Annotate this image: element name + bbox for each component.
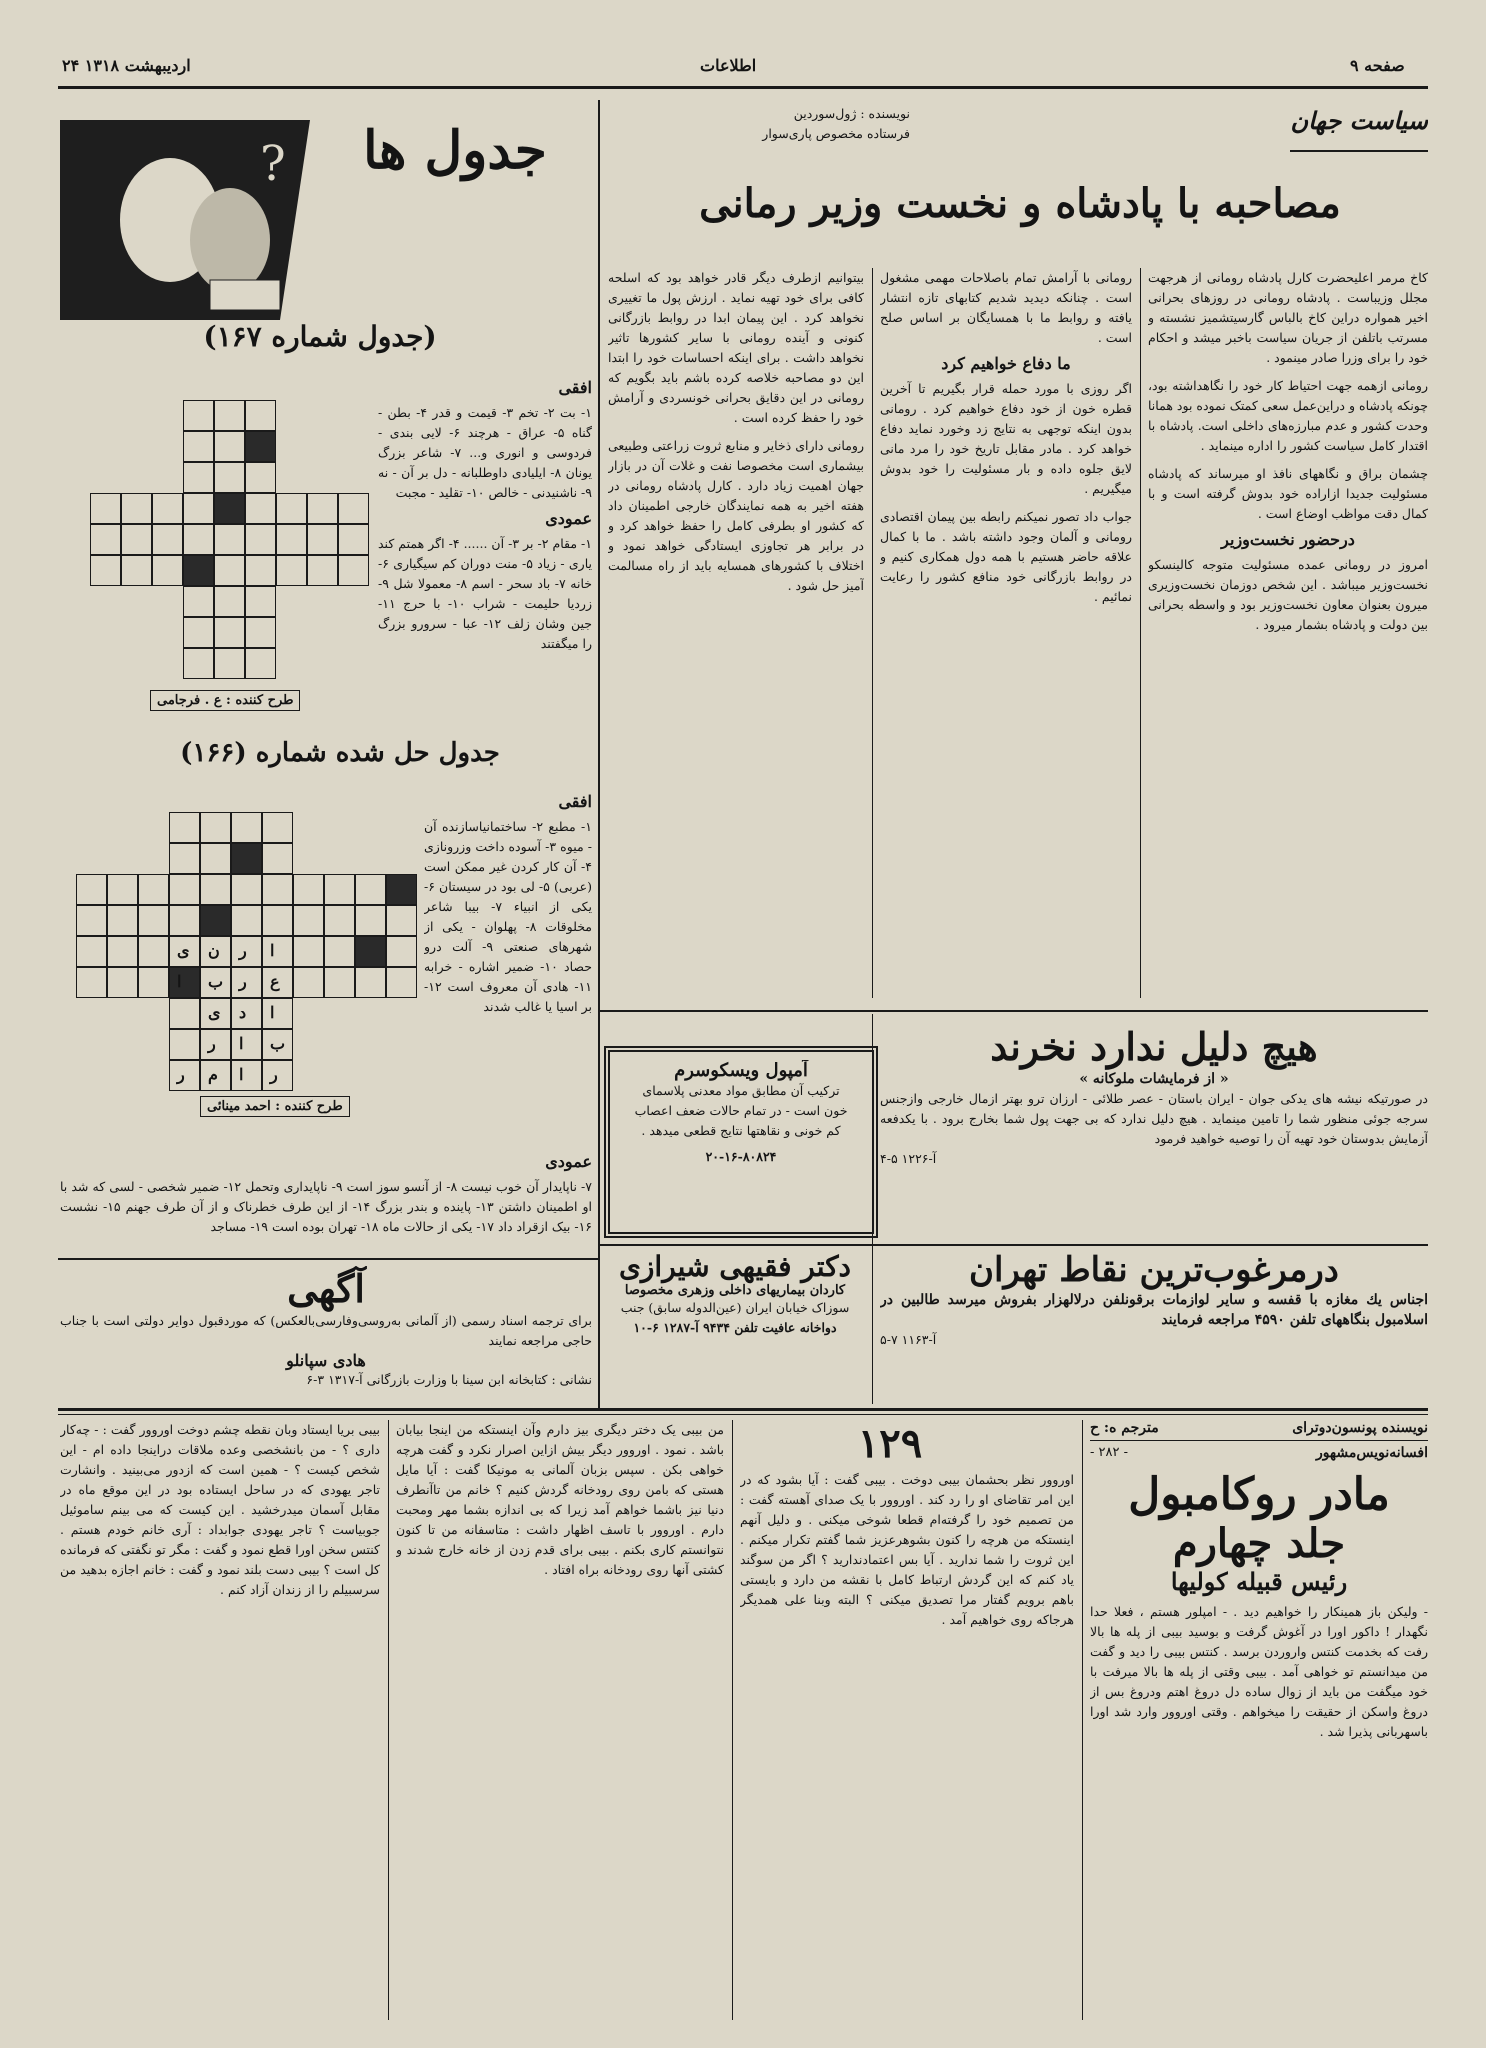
crossword-letter: ر [177, 1065, 185, 1084]
serial-volume: جلد چهارم [1172, 1520, 1346, 1567]
ad-ampoule-phone: ۲۰-۱۶-۸۰۸۲۴ [705, 1149, 777, 1164]
crossword-cell [169, 905, 200, 936]
serial-part-spacer [740, 1420, 1074, 1470]
crossword-letter: ا [270, 1003, 275, 1022]
crossword-cell [138, 936, 169, 967]
serial-label: افسانه‌نویس‌مشهور [1315, 1445, 1428, 1461]
serial-subtitle: رئیس قبیله کولیها [1170, 1567, 1348, 1596]
crossword-cell [262, 936, 293, 967]
crossword-cell [200, 874, 231, 905]
crossword-cell [386, 905, 417, 936]
crossword-cell [138, 905, 169, 936]
serial-top-rule [58, 1408, 1428, 1411]
crossword-letter: ر [208, 1034, 216, 1053]
ad-ampoule-line: ترکیب آن مطابق مواد معدنی پلاسمای [642, 1083, 840, 1098]
crossword-cell [183, 586, 214, 617]
crossword-cell [262, 874, 293, 905]
crossword-cell [183, 493, 214, 524]
crossword-cell [183, 462, 214, 493]
crossword-cell [231, 874, 262, 905]
crossword-cell [231, 1060, 262, 1091]
crossword-cell [169, 967, 200, 998]
ad-ampoule-box [604, 1046, 878, 1238]
serial-title: مادر روکامبول [1128, 1469, 1390, 1520]
crossword-cell [107, 874, 138, 905]
ad-ampoule-line: کم خونی و نقاهتها نتایج قطعی میدهد . [641, 1123, 841, 1138]
crossword-cell [355, 967, 386, 998]
puzzle-illustration-icon [60, 120, 310, 320]
crossword-letter: ا [270, 941, 275, 960]
crossword-cell [214, 400, 245, 431]
article-paragraph: چشمان براق و نگاههای نافذ او میرساند که پادشاه مسئولیت جدیدا ازاراده خود بدوش گرفته است و با کمال دقت مواظب اوضاع است . [1148, 466, 1428, 521]
crossword-cell [107, 967, 138, 998]
puzzle-166-across-heading: افقی [558, 792, 592, 811]
crossword-letter: ا [177, 972, 182, 991]
crossword-cell [276, 524, 307, 555]
article-subheading: ما دفاع خواهیم کرد [941, 354, 1071, 373]
crossword-cell [121, 555, 152, 586]
serial-text: بیبی بریا ایستاد وبان نقطه چشم دوخت اوروور گفت : - چه‌کار داری ؟ - من بانشخصی وعده ملاقات دراینجا داده ام - این شخص کیست ؟ - همین است که ازدور می‌بینید . وانشارت تاجر یهودی که در ساحل ایستاده بود در این موقع ماه در مقابل آسمان میدرخشید . این کیست که می بینم ساموئیل جوبیاست ؟ تاجر یهودی جوابداد : آری خانم خودم هستم . کنتس سخن اورا قطع نمود و گفت : مگر تو نگفتی که فرمانده کل است ؟ بیبی دست بلند نمود و گفت : خانم اجازه بدهید من سرسبیلم را از زندان آزاد کنم . [60, 1422, 380, 1597]
article-subheading: درحضور نخست‌وزیر [1221, 530, 1355, 549]
puzzle-167-down-clues: ۱- مقام ۲- بر ۳- آن ...... ۴- اگر همتم کند یاری - زیاد ۵- منت دوران کم سیگیاری ۶- خانه ۷- باد سحر - اسم ۸- معمولا شل ۹- زردیا حلیمت - شراب ۱۰- با حرج ۱۱- جین وشان زلف ۱۲- عبا - سرورو بزرگ را میگفتند [378, 536, 592, 651]
crossword-cell [307, 555, 338, 586]
ad-no-reason-title: هیچ دلیل ندارد نخرند [990, 1024, 1318, 1069]
crossword-cell [245, 555, 276, 586]
crossword-cell [386, 967, 417, 998]
header-date: ۲۴ اردیبهشت ۱۳۱۸ [62, 56, 191, 75]
crossword-cell [276, 493, 307, 524]
ads-mid-rule [600, 1244, 1428, 1246]
serial-col-divider [732, 1420, 733, 2020]
header-paper-name: اطلاعات [700, 56, 757, 75]
crossword-cell [338, 493, 369, 524]
crossword-cell [214, 586, 245, 617]
politics-section-label [1280, 106, 1428, 150]
article-paragraph: اگر روزی با مورد حمله قرار بگیریم تا آخرین قطره خون از خود دفاع خواهیم کرد . رومانی بدون اینکه توجهی به نتایج زد وخورد نماید دفاع خواهد کرد . مادر مقابل تاریخ خود را مرد مانی لایق جلوه داده و بار مسئولیت را خود بدوش میگیریم . [880, 381, 1132, 496]
crossword-cell [138, 967, 169, 998]
ad-doctor-line: سوزاک خیابان ایران (عین‌الدوله سابق) جنب [620, 1300, 850, 1315]
crossword-cell [107, 905, 138, 936]
headline-text: مصاحبه با پادشاه و نخست وزیر رمانی [699, 180, 1341, 227]
puzzle-166-across-clues: ۱- مطبع ۲- ساختمانیاسازنده آن - میوه ۳- آسوده داخت وزرونازی ۴- آن کار کردن غیر ممکن است (عربی) ۵- لی بود در سیستان ۶- یکی از انبیاء ۷- بیبا شاعر مخلوقات ۸- پهلوان - یکی از شهرهای صنعتی ۹- آلت درو حصاد ۱۰- ضمیر اشاره - خرابه ۱۱- هادی آن معروف است ۱۲- بر اسیا یا غالب شدند [424, 819, 592, 1014]
politics-column-2 [880, 268, 1132, 998]
puzzle-167-grid [90, 400, 370, 690]
crossword-cell [107, 936, 138, 967]
puzzle-166-designer: طرح کننده : احمد مینائی [200, 1096, 350, 1117]
serial-header [1090, 1420, 1428, 1940]
crossword-cell [169, 1029, 200, 1060]
ad-no-reason-body: در صورتیکه نیشه های یدکی جوان - ایران باستان - عصر طلائی - ارزان ترو بهتر ازمال خارجی وازجنس سرجه جوئی منظور شما را تامین مینماید . هیچ دلیل ندارد که بی جهت پول شما بخارج برود . با یکدفعه آزمایش بدوستان خود تهیه آن را توصیه خواهید فرمود [880, 1091, 1428, 1146]
crossword-cell [231, 1029, 262, 1060]
crossword-letter: ر [239, 941, 247, 960]
crossword-letter: ن [208, 941, 220, 960]
crossword-cell [307, 524, 338, 555]
puzzle-167-designer: طرح کننده : ع . فرجامی [150, 690, 300, 711]
ad-ampoule-line: خون است - در تمام حالات ضعف اعصاب [634, 1103, 848, 1118]
puzzle-section-title [320, 120, 590, 200]
serial-number: - ۲۸۲ - [1090, 1445, 1129, 1460]
crossword-cell [169, 843, 200, 874]
section-label-underline [1290, 150, 1428, 152]
puzzle-167-down-heading: عمودی [545, 509, 592, 528]
ad-notice-body: برای ترجمه اسناد رسمی (از آلمانی به‌روسی‌وفارسی‌بالعکس) که موردقبول دوایر دولتی است با جناب حاجی مراجعه نمایند [60, 1313, 592, 1348]
serial-byline-row [1090, 1420, 1428, 1441]
article-paragraph: بیتوانیم ازطرف دیگر قادر خواهد بود که اسلحه کافی برای خود تهیه نماید . ارزش پول ما تغییری نخواهد کرد . این پیمان ابدا در روابط بازرگانی کنونی و آینده رومانی با سایر کشورها تاثیر نخواهد داشت . برای اینکه احساسات خود را ابتدا این دو مصاحبه خلاصه کرده باشم باید بگویم که رومانی در این دقایق بحرانی خونسردی و آرامش خود را حفظ کرده است . [608, 270, 864, 425]
crossword-cell [214, 493, 245, 524]
ad-doctor-sub: کاردان بیماریهای داخلی وزهری مخصوصا [624, 1283, 846, 1298]
crossword-cell [324, 936, 355, 967]
politics-column-1 [1148, 268, 1428, 998]
crossword-cell [324, 874, 355, 905]
crossword-letter: ر [270, 1065, 278, 1084]
crossword-cell [90, 493, 121, 524]
crossword-cell [245, 462, 276, 493]
ad-doctor [604, 1250, 866, 1400]
crossword-cell [183, 555, 214, 586]
crossword-cell [121, 493, 152, 524]
column-divider-left [598, 100, 600, 1410]
crossword-cell [231, 905, 262, 936]
serial-top-rule-2 [58, 1414, 1428, 1415]
puzzle-section-heading: جدول ها [363, 120, 547, 181]
crossword-letter: م [208, 1065, 218, 1084]
serial-translator: مترجم ه: ح [1090, 1420, 1159, 1436]
ad-ampoule-content [620, 1060, 862, 1224]
serial-text: - ولیکن باز همینکار را خواهیم دید . - امپلور هستم ، فعلا حدا نگهدار ! داکور اورا در آغوش گرفت و بوسید بیبی از پله ها بالا رفت که بخدمت کنتس واروردن برسد . کنتس بیبی را دید و گفت من میدانستم تو خواهی آمد . بیبی وقتی از پله ها بالا میرفت با خود میگفت من باید از زوال ساده دل دروغ اهتم ودروغ بس از دروغ واسکن از حقیقت را میخواهم . وقتی اوروور وارد شد اورا باسهربانی پذیرا شد . [1090, 1604, 1428, 1739]
crossword-letter: ی [208, 1003, 221, 1022]
author-line: نویسنده : ژول‌سوردین [793, 106, 910, 121]
politics-byline [610, 104, 910, 164]
serial-column-3 [396, 1420, 724, 2020]
article-paragraph: امروز در رومانی عمده مسئولیت متوجه کالینسکو نخست‌وزیر میباشد . این شخص دوزمان نخست‌وزیری میرون بعنوان معاون نخست‌وزیر بود و واسطه بحرانی بین دولت و پادشاه بشمار میرود . [1148, 557, 1428, 632]
crossword-cell [200, 843, 231, 874]
crossword-letter: د [239, 1003, 247, 1022]
serial-column-2 [740, 1420, 1074, 2020]
serial-column-4 [60, 1420, 380, 2020]
crossword-cell [324, 967, 355, 998]
puzzle-167-title [170, 320, 470, 360]
crossword-cell [293, 967, 324, 998]
puzzle-166-title [130, 738, 550, 778]
article-paragraph: رومانی دارای ذخایر و منابع ثروت زراعتی وطبیعی بیشماری است مخصوصا نفت و غلات آن در بازار جهان اهمیت زیاد دارد . کارل پادشاه رومانی در هفته اخیر به همه نمایندگان خارجی اطمینان داد که کشور او بطرفی کامل را حفظ خواهد کرد و در برابر هر تجاوزی ایستادگی خواهد نمود و اختلاف با کشورهای همسایه باید از راه مسالمت آمیز حل شود . [608, 438, 864, 593]
ad-shop [880, 1250, 1428, 1400]
ad-no-reason [880, 1024, 1428, 1244]
crossword-cell [231, 998, 262, 1029]
serial-col-divider [388, 1420, 389, 2020]
crossword-cell [293, 874, 324, 905]
puzzle-167-heading: (جدول شماره ۱۶۷) [203, 320, 437, 353]
crossword-letter: ع [270, 972, 280, 991]
ad-shop-title: درمرغوب‌ترین نقاط تهران [969, 1250, 1339, 1290]
crossword-cell [245, 524, 276, 555]
crossword-cell [276, 555, 307, 586]
puzzle-166-down-heading: عمودی [545, 1152, 592, 1171]
crossword-cell [262, 843, 293, 874]
crossword-letter: ب [270, 1034, 286, 1053]
crossword-cell [293, 905, 324, 936]
crossword-cell [214, 524, 245, 555]
puzzle-166-clues [424, 786, 592, 1146]
crossword-cell [214, 648, 245, 679]
header-page-number: صفحه ۹ [1350, 56, 1405, 75]
crossword-cell [90, 555, 121, 586]
crossword-cell [214, 431, 245, 462]
crossword-cell [307, 493, 338, 524]
crossword-cell [76, 874, 107, 905]
ad-shop-body: اجناس یك مغازه با قفسه و سایر لوازمات برقونلفن درلالهزار بفروش میرسد طالبین در اسلامبول بنگاههای تلفن ۴۵۹۰ مراجعه فرمایند [880, 1292, 1428, 1328]
crossword-cell [183, 648, 214, 679]
svg-text:?: ? [260, 136, 286, 192]
puzzle-166-down-block [60, 1146, 592, 1246]
crossword-cell [200, 812, 231, 843]
ad-notice-address: نشانی : کتابخانه ابن سینا با وزارت بازرگانی آ-۱۳۱۷ ۳-۶ [306, 1372, 592, 1387]
crossword-cell [183, 400, 214, 431]
crossword-cell [169, 812, 200, 843]
serial-col-divider [1082, 1420, 1083, 2020]
crossword-letter: ب [208, 972, 224, 991]
puzzle-167-clues [378, 372, 592, 722]
left-ad-rule [58, 1258, 598, 1260]
crossword-cell [231, 843, 262, 874]
crossword-cell [355, 936, 386, 967]
crossword-cell [386, 936, 417, 967]
crossword-cell [200, 905, 231, 936]
crossword-cell [355, 905, 386, 936]
article-paragraph: جواب داد تصور نمیکنم رابطه بین پیمان اقتصادی رومانی و آلمان وجود داشته باشد . ما با کمال علاقه حاضر هستیم با همه دول همکاری کنیم و در روابط بازرگانی خود منافع کشور را رعایت نمائیم . [880, 509, 1132, 604]
serial-label-row [1090, 1445, 1428, 1461]
politics-col-divider [1140, 268, 1141, 998]
crossword-cell [214, 462, 245, 493]
ad-notice-title: آگهی [287, 1266, 365, 1311]
correspondent-line: فرستاده مخصوص پاری‌سوار [762, 126, 910, 141]
crossword-cell [245, 648, 276, 679]
crossword-cell [138, 874, 169, 905]
crossword-cell [169, 998, 200, 1029]
politics-column-3 [608, 268, 864, 998]
crossword-cell [76, 936, 107, 967]
crossword-cell [152, 493, 183, 524]
ads-col-divider [872, 1014, 873, 1404]
politics-headline [620, 180, 1420, 250]
crossword-cell [245, 586, 276, 617]
crossword-cell [152, 524, 183, 555]
ad-no-reason-ref: آ-۱۲۲۶ ۵-۴ [880, 1151, 937, 1166]
article-paragraph: کاخ مرمر اعلیحضرت کارل پادشاه رومانی از هرجهت مجلل وزیباست . پادشاه رومانی در روزهای بحرانی اخیر همواره دراین کاخ بالباس گارسیتشمیز نشسته و مسرتب باتلفن از جریان سیاست باخبر میشد و احکام خود را برای وزرا صادر مینمود . [1148, 270, 1428, 365]
article-paragraph: رومانی ازهمه جهت احتیاط کار خود را نگاهداشته بود، چونکه پادشاه و دراین‌عمل سعی کمتک نموده بود همانا وحدت کشور و عدم مبارزه‌های داخلی است. پادشاه با اقتدار کامل سیاست کشور را اداره مینماید . [1148, 378, 1428, 453]
ad-notice-name: هادی سپانلو [286, 1351, 366, 1370]
serial-text: اوروور نظر بحشمان بیبی دوخت . بیبی گفت : آیا بشود که در این امر تقاضای او را رد کند . اوروور با یک صدای آهسته گفت : من تصمیم خود را گرفته‌ام قطعا شوخی میکنی . و دلیل آنهم اینستکه من هرچه را کنون بشوهرعزیز شما گفتم تکرار میکنم . این ثروت را شما ندارید . آیا بس اعتمادندارید ؟ اگر من سوگند یاد کنم که این گردش ارتباط کامل با نقشه من دارد و بایستی باهم برویم گفتار مرا تصدیق میکنی ؟ البته وبنا علی همدیگر هرجاکه روی خواهیم آمد . [740, 1472, 1074, 1627]
crossword-cell [183, 524, 214, 555]
article-paragraph: رومانی با آرامش تمام باصلاحات مهمی مشغول است . چنانکه دیدید شدیم کتابهای تازه انتشار یافته و روابط ما با همسایگان بر اساس صلح است . [880, 270, 1132, 345]
crossword-cell [262, 812, 293, 843]
ad-no-reason-sub: « از فرمایشات ملوکانه » [1079, 1071, 1229, 1087]
crossword-cell [262, 998, 293, 1029]
puzzle-167-across-clues: ۱- بت ۲- تخم ۳- قیمت و قدر ۴- بطن - گناه ۵- عراق - هرچند ۶- لایی بندی - فردوسی و انوری و... ۷- شاعر بزرگ یونان ۸- ایلیادی داوطلبانه - دل بر آن - نه ۹- ناشنیدنی - خالص ۱۰- تقلید - مجبت [378, 405, 592, 500]
ad-shop-ref: آ-۱۱۶۳ ۷-۵ [880, 1332, 937, 1347]
puzzle-166-grid [76, 812, 418, 1102]
section-title: سیاست جهان [1290, 106, 1428, 135]
crossword-letter: ا [239, 1034, 244, 1053]
crossword-cell [245, 493, 276, 524]
politics-col-divider [872, 268, 873, 998]
ad-doctor-line: دواخانه عافیت تلفن ۹۴۳۴ آ-۱۲۸۷ ۶-۱۰ [633, 1320, 837, 1335]
serial-text: من بیبی یک دختر دیگری بیز دارم وآن اینستکه من اینجا بیابان باشد . نمود . اوروور دیگر بیش ازاین اصرار نکرد و گفت هرچه خواهی بکن . سپس بزبان آلمانی به مونیکا گفت : آیا مایل هستی که بامن روی رودخانه گردش کنیم ؟ خانم من تاآنطرف دنیا نیز باشما خواهم آمد زیرا که بی اندازه بشما مهر ومحبت دارم . اوروور با تاسف اظهار داشت : متاسفانه من تا کنون نتوانستم کاری بکنم . بیبی برای قدم زدن از خانه خارج شدند و کشتی آنها روی رودخانه براه افتاد . [396, 1422, 724, 1577]
puzzle-167-across-heading: افقی [558, 378, 592, 397]
ad-ampoule-title: آمپول ویسکوسرم [674, 1060, 808, 1081]
crossword-cell [324, 905, 355, 936]
puzzle-166-heading: جدول حل شده شماره (۱۶۶) [180, 738, 500, 768]
crossword-cell [121, 524, 152, 555]
crossword-cell [183, 617, 214, 648]
crossword-letter: ا [239, 1065, 244, 1084]
serial-part-number: ۱۲۹ [857, 1420, 923, 1467]
crossword-cell [169, 874, 200, 905]
crossword-cell [338, 524, 369, 555]
ad-doctor-title: دکتر فقیهی شیرازی [618, 1250, 851, 1283]
crossword-cell [152, 555, 183, 586]
crossword-cell [183, 431, 214, 462]
crossword-cell [386, 874, 417, 905]
crossword-cell [214, 555, 245, 586]
crossword-cell [262, 905, 293, 936]
header-rule [58, 86, 1428, 89]
politics-bottom-rule [600, 1010, 1428, 1012]
crossword-cell [90, 524, 121, 555]
crossword-letter: ی [177, 941, 190, 960]
crossword-cell [245, 431, 276, 462]
crossword-cell [214, 617, 245, 648]
puzzle-166-down-clues: ۷- ناپایدار آن خوب نیست ۸- از آنسو سوز است ۹- ناپایداری وتحمل ۱۲- ضمیر شخصی - لسی که شد با او اطمینان داشتن ۱۳- پاینده و بندر بزرگ ۱۴- از این طرف خطرناک و از آن طرف جهنم ۱۵- نشست ۱۶- بیک ازقراد داد ۱۷- یکی از حالات ماه ۱۸- تهران بوده است ۱۹- مساجد [60, 1179, 592, 1234]
crossword-cell [338, 555, 369, 586]
ad-notice [60, 1266, 592, 1406]
crossword-letter: ر [239, 972, 247, 991]
crossword-cell [355, 874, 386, 905]
crossword-cell [245, 400, 276, 431]
crossword-cell [76, 905, 107, 936]
serial-author: نویسنده پونسون‌دوترای [1292, 1420, 1428, 1436]
crossword-cell [245, 617, 276, 648]
crossword-cell [76, 967, 107, 998]
crossword-cell [293, 936, 324, 967]
crossword-cell [231, 812, 262, 843]
